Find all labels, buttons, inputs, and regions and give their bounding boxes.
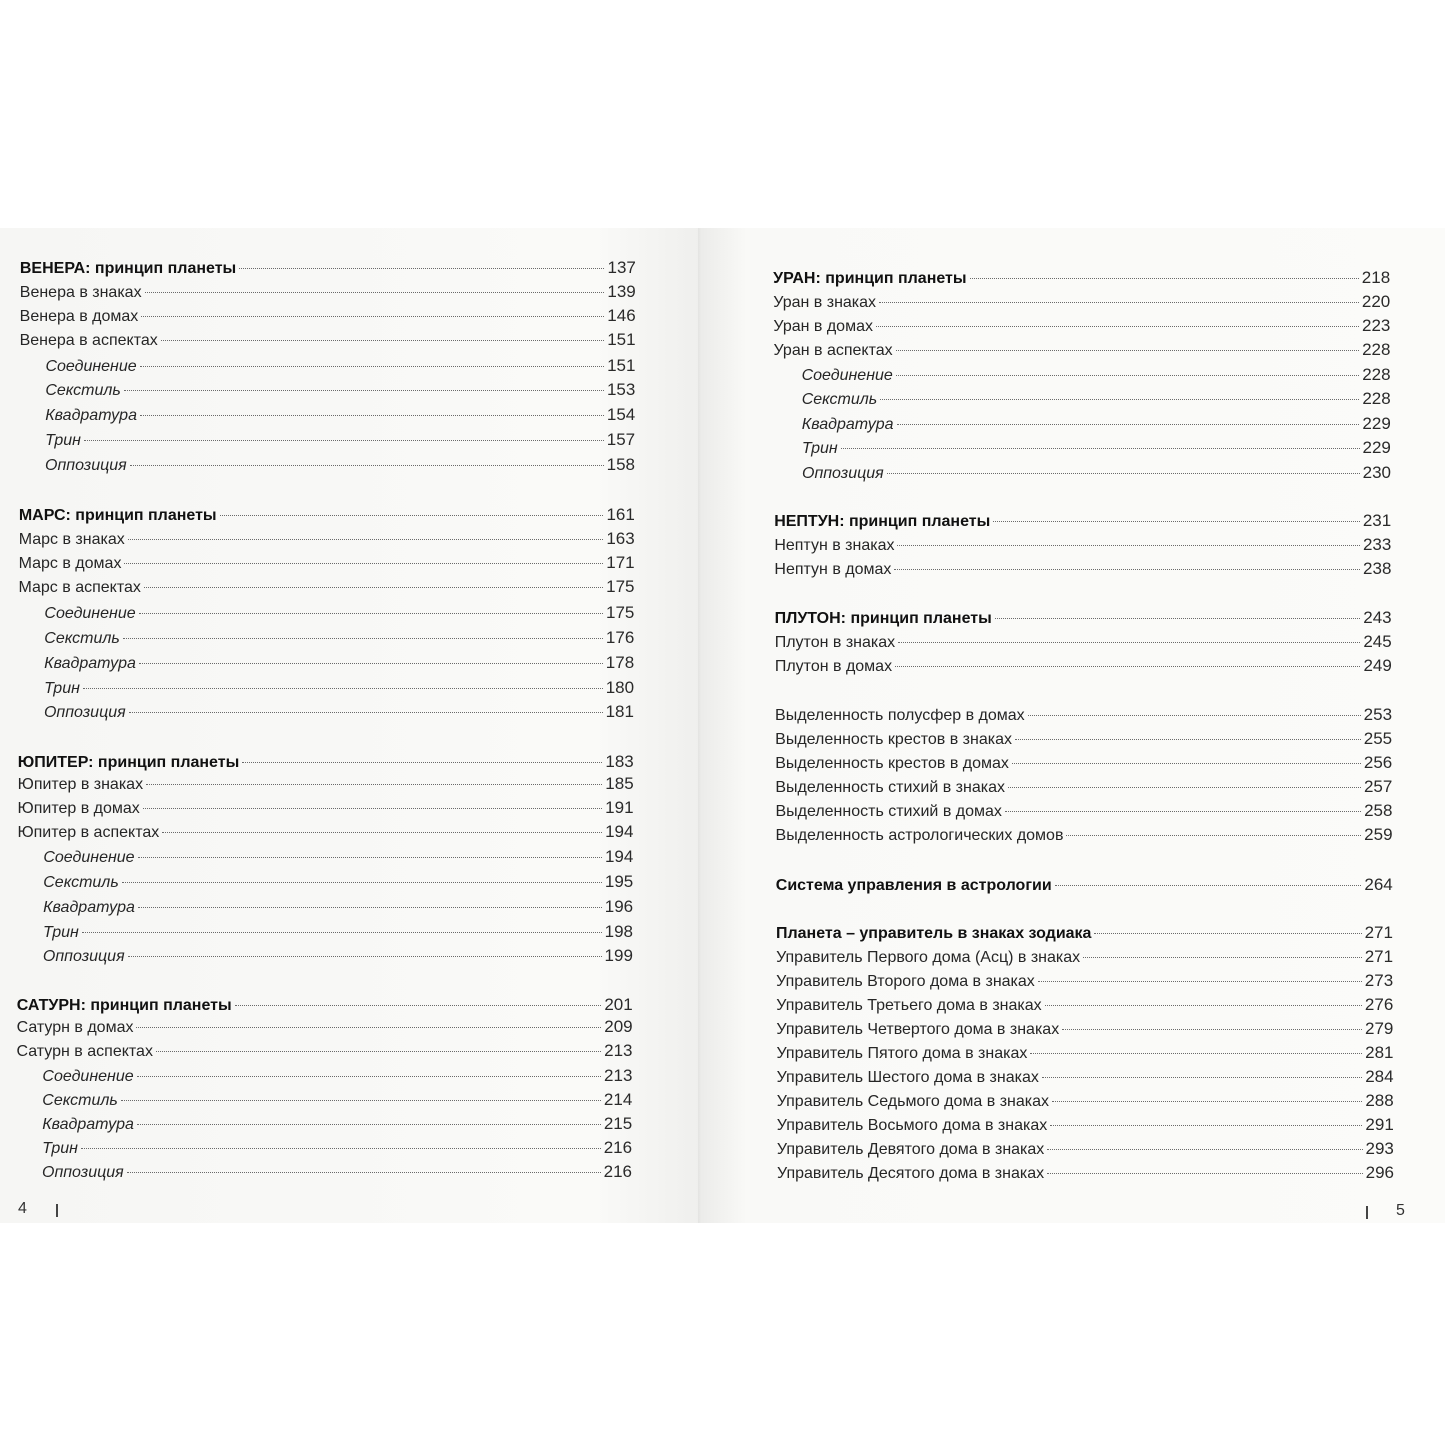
toc-entry — [802, 389, 1391, 410]
toc-entry — [43, 946, 633, 967]
dot-leader — [123, 638, 603, 639]
dot-leader — [137, 1124, 601, 1125]
toc-entry-title: ПЛУТОН: принцип планеты — [774, 610, 992, 627]
toc-entry-title: Венера в аспектах — [19, 332, 158, 349]
dot-leader — [1052, 1101, 1362, 1102]
toc-entry-page: 175 — [606, 577, 635, 596]
toc-entry-page: 230 — [1362, 463, 1391, 482]
toc-entry-page: 213 — [604, 1041, 633, 1060]
toc-entry — [774, 535, 1391, 556]
dot-leader — [970, 278, 1359, 279]
toc-entry-page: 216 — [603, 1138, 633, 1157]
toc-entry-title: Выделенность стихий в знаках — [775, 779, 1005, 796]
toc-entry — [773, 268, 1390, 289]
dot-leader — [124, 390, 604, 391]
dot-leader — [122, 882, 602, 883]
toc-entry — [802, 414, 1391, 435]
toc-entry-page: 153 — [606, 380, 636, 399]
dot-leader — [1008, 787, 1361, 788]
toc-entry — [19, 577, 635, 598]
dot-leader — [1062, 1029, 1362, 1030]
book-spread — [0, 228, 1445, 1223]
toc-entry-title: Марс в аспектах — [18, 579, 141, 596]
toc-entry — [777, 1091, 1394, 1112]
toc-entry — [19, 553, 635, 574]
toc-entry — [43, 897, 633, 918]
toc-entry-title: Нептун в домах — [774, 561, 892, 578]
toc-entry — [776, 1019, 1393, 1040]
toc-entry — [45, 380, 635, 401]
dot-leader — [898, 642, 1360, 643]
dot-leader — [1015, 739, 1361, 740]
toc-entry-title: Трин — [42, 1140, 78, 1157]
toc-entry-page: 191 — [605, 798, 634, 817]
toc-entry — [777, 1139, 1394, 1160]
toc-entry-page: 249 — [1363, 656, 1392, 675]
toc-entry — [773, 316, 1390, 337]
toc-entry-page: 137 — [607, 258, 636, 277]
toc-entry — [777, 1115, 1394, 1136]
toc-entry — [776, 995, 1393, 1016]
dot-leader — [156, 1051, 601, 1052]
toc-entry — [19, 505, 635, 526]
toc-entry — [42, 1066, 632, 1087]
toc-entry — [43, 922, 633, 943]
toc-entry-page: 288 — [1365, 1091, 1394, 1110]
toc-entry-page: 273 — [1364, 971, 1394, 990]
toc-entry-title: Оппозиция — [42, 1164, 124, 1181]
dot-leader — [128, 956, 602, 957]
toc-entry — [18, 798, 634, 819]
toc-entry-page: 194 — [604, 847, 634, 866]
dot-leader — [129, 712, 603, 713]
toc-entry-page: 231 — [1362, 511, 1392, 530]
toc-entry-title: Соединение — [44, 605, 136, 622]
dot-leader — [1042, 1077, 1362, 1078]
toc-entry — [802, 463, 1391, 484]
toc-entry — [20, 258, 636, 279]
toc-entry-title: Планета – управитель в знаках зодиака — [775, 925, 1092, 942]
toc-entry-page: 157 — [606, 430, 636, 449]
toc-entry-title: Трин — [45, 432, 81, 449]
toc-entry-title: Соединение — [43, 849, 135, 866]
dot-leader — [1045, 1005, 1362, 1006]
dot-leader — [1094, 933, 1361, 934]
toc-entry-page: 238 — [1363, 559, 1392, 578]
toc-entry-page: 154 — [606, 405, 636, 424]
dot-leader — [139, 613, 603, 614]
toc-entry-title: Секстиль — [45, 382, 121, 399]
toc-entry-page: 161 — [606, 505, 635, 524]
toc-entry — [776, 947, 1393, 968]
left-page — [0, 228, 700, 1223]
toc-entry — [42, 1138, 632, 1159]
toc-entry — [775, 777, 1392, 798]
toc-entry-title: Трин — [43, 924, 79, 941]
toc-entry-page: 201 — [604, 995, 633, 1014]
toc-entry — [19, 529, 635, 550]
toc-entry-title: Выделенность стихий в домах — [775, 803, 1002, 820]
toc-entry-title: Квадратура — [43, 899, 135, 916]
dot-leader — [83, 688, 603, 689]
toc-entry-title: Управитель Пятого дома в знаках — [776, 1045, 1028, 1062]
toc-entry-page: 213 — [604, 1066, 633, 1085]
toc-entry-page: 233 — [1362, 535, 1392, 554]
toc-entry-page: 180 — [605, 678, 635, 697]
toc-entry-page: 293 — [1365, 1139, 1394, 1158]
dot-leader — [143, 808, 602, 809]
toc-entry-title: Уран в аспектах — [773, 342, 893, 359]
toc-entry-page: 216 — [603, 1162, 632, 1181]
toc-entry — [775, 705, 1392, 726]
toc-entry-page: 146 — [607, 306, 636, 325]
toc-entry-title: Соединение — [42, 1068, 134, 1085]
toc-entry-page: 228 — [1362, 340, 1391, 359]
toc-entry — [17, 1017, 633, 1038]
toc-entry-title: Секстиль — [43, 874, 119, 891]
toc-entry — [775, 656, 1392, 677]
toc-entry-page: 255 — [1363, 729, 1393, 748]
toc-entry-title: ВЕНЕРА: принцип планеты — [19, 260, 237, 277]
toc-entry-page: 257 — [1363, 777, 1393, 796]
toc-entry-title: Сатурн в аспектах — [16, 1043, 153, 1060]
toc-entry-title: Управитель Седьмого дома в знаках — [776, 1093, 1050, 1110]
toc-entry — [42, 1090, 632, 1111]
toc-entry-title: САТУРН: принцип планеты — [16, 997, 232, 1014]
dot-leader — [841, 448, 1360, 449]
toc-entry-page: 228 — [1362, 365, 1391, 384]
toc-entry — [18, 774, 634, 795]
dot-leader — [136, 1027, 601, 1028]
toc-entry — [18, 752, 634, 773]
toc-entry-title: Венера в знаках — [19, 284, 142, 301]
toc-entry-page: 281 — [1365, 1043, 1394, 1062]
dot-leader — [81, 1148, 601, 1149]
dot-leader — [887, 473, 1360, 474]
dot-leader — [239, 268, 604, 269]
toc-entry-title: Соединение — [801, 367, 893, 384]
toc-entry — [773, 340, 1390, 361]
toc-entry — [774, 559, 1391, 580]
dot-leader — [876, 326, 1359, 327]
toc-entry — [802, 365, 1391, 386]
toc-entry-page: 284 — [1365, 1067, 1394, 1086]
dot-leader — [121, 1100, 601, 1101]
dot-leader — [1047, 1173, 1363, 1174]
toc-entry-title: Секстиль — [44, 630, 120, 647]
dot-leader — [139, 663, 603, 664]
toc-entry-title: ЮПИТЕР: принцип планеты — [17, 754, 240, 771]
dot-leader — [141, 316, 604, 317]
dot-leader — [128, 539, 604, 540]
dot-leader — [1028, 715, 1361, 716]
toc-entry-title: Юпитер в знаках — [17, 776, 144, 793]
toc-entry-title: Оппозиция — [45, 457, 127, 474]
toc-entry-title: Оппозиция — [43, 704, 126, 721]
dot-leader — [895, 666, 1360, 667]
toc-entry — [17, 822, 633, 843]
toc-entry-title: Плутон в домах — [774, 658, 893, 675]
dot-leader — [140, 415, 604, 416]
dot-leader — [124, 563, 603, 564]
toc-entry-title: Плутон в знаках — [774, 634, 896, 651]
toc-entry-page: 198 — [604, 922, 634, 941]
toc-entry-page: 151 — [607, 330, 636, 349]
toc-entry — [44, 603, 634, 624]
dot-leader — [235, 1005, 602, 1006]
toc-entry — [802, 438, 1391, 459]
right-page — [702, 228, 1445, 1223]
toc-entry-title: Квадратура — [801, 416, 894, 433]
toc-entry — [42, 1162, 632, 1183]
dot-leader — [1066, 835, 1361, 836]
toc-entry-title: Трин — [44, 680, 80, 697]
toc-entry-title: Управитель Четвертого дома в знаках — [776, 1021, 1060, 1038]
toc-entry-title: Марс в домах — [18, 555, 122, 572]
toc-entry — [20, 306, 636, 327]
right-folio-bar — [1366, 1206, 1368, 1219]
toc-entry-title: Квадратура — [42, 1116, 134, 1133]
dot-leader — [220, 515, 604, 516]
dot-leader — [144, 587, 603, 588]
dot-leader — [896, 350, 1359, 351]
toc-entry-page: 175 — [606, 603, 635, 622]
toc-entry — [776, 923, 1393, 944]
dot-leader — [242, 762, 602, 763]
toc-entry-title: Оппозиция — [802, 465, 884, 482]
toc-entry-page: 199 — [604, 946, 633, 965]
dot-leader — [1083, 957, 1362, 958]
toc-entry-page: 195 — [604, 872, 634, 891]
dot-leader — [127, 1172, 601, 1173]
toc-entry-title: Юпитер в домах — [17, 800, 140, 817]
right-page-number: 5 — [1396, 1202, 1405, 1219]
toc-entry — [43, 872, 633, 893]
toc-entry-page: 229 — [1362, 438, 1391, 457]
toc-entry-title: Секстиль — [801, 391, 878, 408]
dot-leader — [138, 857, 602, 858]
toc-entry — [43, 847, 633, 868]
toc-entry — [775, 632, 1392, 653]
dot-leader — [161, 340, 604, 341]
toc-entry-page: 220 — [1361, 292, 1391, 311]
toc-entry-page: 163 — [606, 529, 635, 548]
toc-entry — [44, 653, 634, 674]
toc-entry-page: 291 — [1365, 1115, 1394, 1134]
toc-entry-page: 158 — [606, 455, 636, 474]
toc-entry — [45, 430, 635, 451]
toc-entry-page: 271 — [1364, 923, 1393, 942]
toc-entry-title: МАРС: принцип планеты — [18, 507, 217, 524]
toc-entry-title: Управитель Восьмого дома в знаках — [776, 1117, 1048, 1134]
dot-leader — [879, 302, 1359, 303]
toc-entry — [44, 628, 634, 649]
toc-entry-title: Управитель Девятого дома в знаках — [776, 1141, 1045, 1158]
toc-entry-title: Соединение — [45, 358, 137, 375]
toc-entry-page: 276 — [1364, 995, 1394, 1014]
toc-entry-title: Управитель Первого дома (Асц) в знаках — [776, 949, 1081, 966]
toc-entry-title: НЕПТУН: принцип планеты — [774, 513, 991, 530]
toc-entry — [776, 1043, 1393, 1064]
dot-leader — [130, 465, 604, 466]
toc-entry — [20, 330, 636, 351]
toc-entry — [773, 292, 1390, 313]
dot-leader — [140, 366, 604, 367]
dot-leader — [1050, 1125, 1362, 1126]
dot-leader — [82, 932, 602, 933]
toc-entry-page: 223 — [1362, 316, 1391, 335]
toc-entry-title: Венера в домах — [19, 308, 139, 325]
toc-entry — [45, 356, 635, 377]
left-page-number: 4 — [18, 1200, 27, 1217]
toc-entry — [42, 1114, 632, 1135]
dot-leader — [896, 375, 1359, 376]
toc-entry-page: 264 — [1364, 875, 1393, 894]
toc-entry — [45, 405, 635, 426]
toc-entry-title: Марс в знаках — [18, 531, 125, 548]
dot-leader — [1005, 811, 1361, 812]
dot-leader — [1055, 885, 1362, 886]
toc-entry-page: 228 — [1362, 389, 1391, 408]
toc-entry-page: 209 — [604, 1017, 633, 1036]
dot-leader — [138, 907, 602, 908]
toc-entry-title: Нептун в знаках — [774, 537, 895, 554]
dot-leader — [137, 1076, 601, 1077]
dot-leader — [84, 440, 604, 441]
toc-entry-title: УРАН: принцип планеты — [773, 270, 967, 287]
toc-entry — [776, 971, 1393, 992]
dot-leader — [146, 784, 602, 785]
dot-leader — [162, 832, 602, 833]
toc-entry — [775, 753, 1392, 774]
toc-entry-title: Уран в знаках — [773, 294, 877, 311]
dot-leader — [1012, 763, 1361, 764]
toc-entry-title: Секстиль — [42, 1092, 118, 1109]
toc-entry-title: Управитель Десятого дома в знаках — [777, 1165, 1045, 1182]
toc-entry-page: 214 — [603, 1090, 633, 1109]
toc-entry-title: Выделенность астрологических домов — [775, 827, 1064, 844]
toc-entry-page: 185 — [605, 774, 634, 793]
toc-entry — [775, 608, 1392, 629]
toc-entry-title: Система управления в астрологии — [775, 877, 1052, 894]
toc-entry-title: Юпитер в аспектах — [17, 824, 160, 841]
toc-entry-title: Выделенность крестов в домах — [775, 755, 1009, 772]
toc-entry-title: Управитель Шестого дома в знаках — [776, 1069, 1039, 1086]
toc-entry-page: 178 — [605, 653, 635, 672]
toc-entry — [44, 678, 634, 699]
dot-leader — [880, 399, 1359, 400]
toc-entry-title: Уран в домах — [773, 318, 873, 335]
toc-entry-title: Квадратура — [45, 407, 137, 424]
dot-leader — [897, 545, 1359, 546]
dot-leader — [995, 618, 1361, 619]
toc-entry-page: 151 — [607, 356, 636, 375]
toc-entry — [775, 801, 1392, 822]
dot-leader — [145, 292, 605, 293]
toc-entry-page: 243 — [1363, 608, 1392, 627]
toc-entry — [17, 995, 633, 1016]
toc-entry-page: 181 — [605, 702, 634, 721]
toc-entry-page: 256 — [1363, 753, 1393, 772]
toc-entry-page: 194 — [605, 822, 634, 841]
toc-entry-page: 258 — [1364, 801, 1393, 820]
toc-entry — [775, 729, 1392, 750]
toc-entry-title: Квадратура — [44, 655, 136, 672]
dot-leader — [993, 521, 1360, 522]
toc-entry-page: 279 — [1365, 1019, 1394, 1038]
toc-entry — [776, 875, 1393, 896]
toc-entry-title: Управитель Третьего дома в знаках — [776, 997, 1042, 1014]
toc-entry-title: Сатурн в домах — [16, 1019, 134, 1036]
toc-entry-title: Оппозиция — [42, 948, 125, 965]
toc-entry-title: Выделенность крестов в знаках — [775, 731, 1012, 748]
toc-entry-page: 253 — [1363, 705, 1393, 724]
toc-entry-page: 215 — [603, 1114, 633, 1133]
dot-leader — [1038, 981, 1362, 982]
toc-entry-page: 183 — [605, 752, 634, 771]
toc-entry-page: 218 — [1361, 268, 1391, 287]
dot-leader — [1047, 1149, 1362, 1150]
toc-entry — [777, 1067, 1394, 1088]
toc-entry-page: 229 — [1362, 414, 1391, 433]
toc-entry-page: 171 — [606, 553, 635, 572]
toc-entry-title: Управитель Второго дома в знаках — [776, 973, 1035, 990]
toc-entry-page: 139 — [607, 282, 636, 301]
toc-entry-page: 196 — [604, 897, 634, 916]
dot-leader — [1030, 1053, 1362, 1054]
toc-entry — [777, 1163, 1394, 1184]
dot-leader — [894, 569, 1360, 570]
toc-entry-page: 259 — [1364, 825, 1393, 844]
toc-entry — [20, 282, 636, 303]
toc-entry-page: 271 — [1364, 947, 1394, 966]
toc-entry-title: Выделенность полусфер в домах — [775, 707, 1025, 724]
left-folio-bar — [56, 1204, 58, 1217]
toc-entry-page: 245 — [1363, 632, 1392, 651]
toc-entry-page: 176 — [605, 628, 635, 647]
toc-entry-page: 296 — [1365, 1163, 1394, 1182]
toc-entry-title: Трин — [801, 440, 838, 457]
toc-entry — [17, 1041, 633, 1062]
dot-leader — [897, 424, 1360, 425]
toc-entry — [776, 825, 1393, 846]
toc-entry — [774, 511, 1391, 532]
toc-entry — [44, 702, 634, 723]
toc-entry — [45, 455, 635, 476]
